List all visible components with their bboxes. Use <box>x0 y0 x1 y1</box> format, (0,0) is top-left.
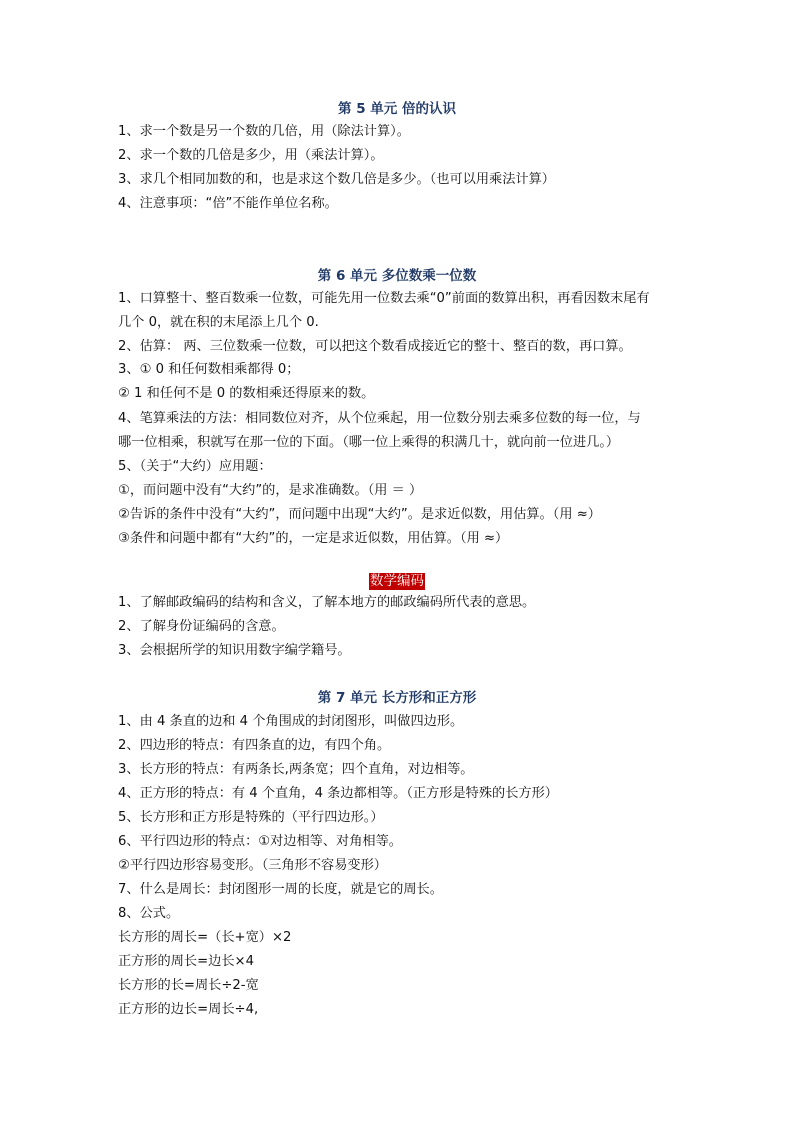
unit6-line: 4、笔算乘法的方法：相同数位对齐，从个位乘起，用一位数分别去乘多位数的每一位，与 <box>118 411 641 426</box>
formula-line: 长方形的周长=（长+宽）×2 <box>118 930 292 945</box>
coding-heading-wrap <box>0 570 794 590</box>
unit6-line: ①，而问题中没有“大约”的，是求准确数。（用 ＝ ） <box>118 483 423 498</box>
unit7-line: 8、公式。 <box>118 906 180 921</box>
unit7-line: 2、四边形的特点：有四条直的边，有四个角。 <box>118 738 391 753</box>
unit7-line: ②平行四边形容易变形。（三角形不容易变形） <box>118 858 387 873</box>
coding-heading: 数学编码 <box>370 573 424 589</box>
formula-line: 长方形的长=周长÷2-宽 <box>118 978 259 993</box>
unit6-line: 1、口算整十、整百数乘一位数，可能先用一位数去乘“0”前面的数算出积，再看因数末尾有 <box>118 291 650 306</box>
unit7-line: 6、平行四边形的特点：①对边相等、对角相等。 <box>118 834 402 849</box>
unit7-line: 1、由 4 条直的边和 4 个角围成的封闭图形，叫做四边形。 <box>118 714 464 729</box>
unit6-line: 3、① 0 和任何数相乘都得 0； <box>118 362 300 377</box>
unit7-line: 4、正方形的特点：有 4 个直角，4 条边都相等。（正方形是特殊的长方形） <box>118 786 558 801</box>
unit7-line: 5、长方形和正方形是特殊的（平行四边形。） <box>118 810 384 825</box>
unit6-line: 几个 0，就在积的末尾添上几个 0. <box>118 315 319 330</box>
unit6-line: 哪一位相乘，积就写在那一位的下面。（哪一位上乘得的积满几十，就向前一位进几。） <box>118 435 620 450</box>
unit6-line: ③条件和问题中都有“大约”的，一定是求近似数，用估算。（用 ≈） <box>118 531 509 546</box>
unit6-line: 5、（关于“大约）应用题： <box>118 459 272 474</box>
coding-line: 3、会根据所学的知识用数字编学籍号。 <box>118 643 351 658</box>
unit6-line: ② 1 和任何不是 0 的数相乘还得原来的数。 <box>118 386 375 401</box>
unit6-line: 2、估算： 两、三位数乘一位数，可以把这个数看成接近它的整十、整百的数，再口算。 <box>118 339 632 354</box>
coding-line: 1、了解邮政编码的结构和含义，了解本地方的邮政编码所代表的意思。 <box>118 595 536 610</box>
unit5-heading: 第 5 单元 倍的认识 <box>338 101 456 117</box>
coding-line: 2、了解身份证编码的含意。 <box>118 619 285 634</box>
formula-line: 正方形的边长=周长÷4, <box>118 1002 259 1017</box>
unit5-line: 1、求一个数是另一个数的几倍，用（除法计算）。 <box>118 124 410 139</box>
unit7-line: 3、长方形的特点：有两条长,两条宽；四个直角，对边相等。 <box>118 762 474 777</box>
formula-line: 正方形的周长=边长×4 <box>118 954 254 969</box>
unit5-line: 2、求一个数的几倍是多少，用（乘法计算）。 <box>118 148 384 163</box>
unit6-line: ②告诉的条件中没有“大约”，而问题中出现“大约”。是求近似数，用估算。（用 ≈） <box>118 507 601 522</box>
unit5-line: 4、注意事项：“倍”不能作单位名称。 <box>118 196 338 211</box>
unit7-heading: 第 7 单元 长方形和正方形 <box>317 690 477 706</box>
unit6-heading: 第 6 单元 多位数乘一位数 <box>317 268 477 284</box>
unit7-line: 7、什么是周长：封闭图形一周的长度，就是它的周长。 <box>118 882 443 897</box>
unit5-line: 3、求几个相同加数的和，也是求这个数几倍是多少。（也可以用乘法计算） <box>118 172 555 187</box>
